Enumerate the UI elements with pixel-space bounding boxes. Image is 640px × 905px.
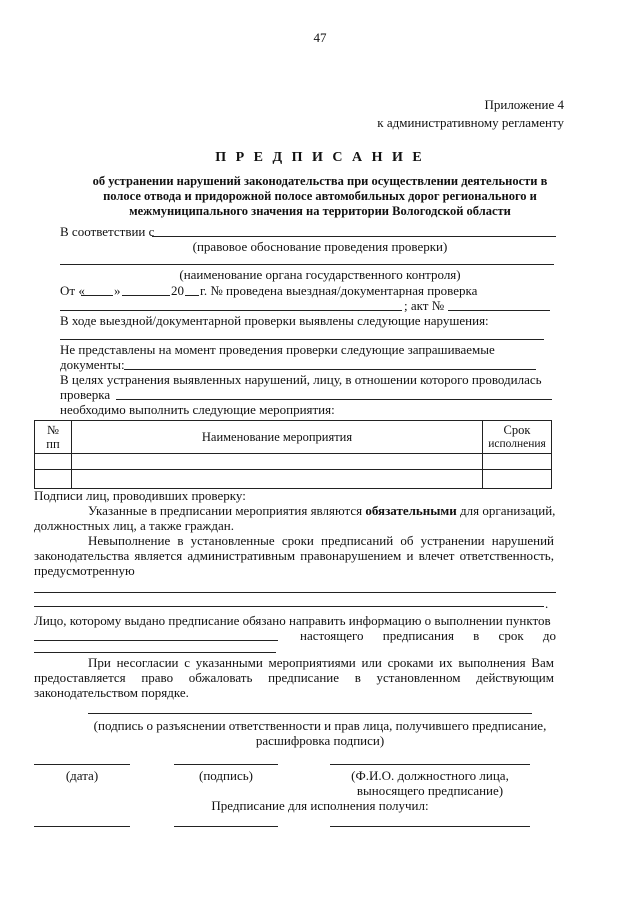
purpose-line-1: В целях устранения выявленных нарушений, лицу, в отношении которого проводилась [60,372,542,387]
page-number: 47 [313,30,327,45]
document-title: П Р Е Д П И С А Н И Е [215,150,425,165]
received-label: Предписание для исполнения получил: [211,798,429,813]
obligatory-text-end: для организаций, [456,503,556,518]
appeal-paragraph-line-3: законодательством порядке. [34,685,189,700]
control-body-line[interactable] [60,264,554,265]
date-month-line[interactable] [122,295,170,296]
measures-table [34,420,552,489]
date-year-line[interactable] [185,295,199,296]
table-cell[interactable] [35,454,72,470]
appendix-line-2: к административному регламенту [377,115,564,130]
obligatory-paragraph-line-1 [88,503,555,518]
inspected-person-line[interactable] [116,399,552,400]
signature-caption: (подпись) [199,768,253,783]
subtitle-line-1: об устранении нарушений законодательства при осуществлении деятельности в [92,174,548,188]
liability-line-period: . [545,596,549,611]
signatures-label: Подписи лиц, проводивших проверку: [34,488,246,503]
table-cell[interactable] [72,470,483,489]
control-body-caption: (наименование органа государственного контроля) [179,267,461,282]
received-name-line[interactable] [330,826,530,827]
subtitle-line-2: полосе отвода и придорожной полосе автомобильных дорог регионального и [103,189,537,203]
recipient-caption-line-1: (подпись о разъяснении ответственности и прав лица, получившего предписание, [93,718,547,733]
table-cell[interactable] [483,470,552,489]
col-number-label: № [47,423,59,437]
violations-label: В ходе выездной/документарной проверки выявлены следующие нарушения: [60,313,489,328]
report-paragraph-line-1: Лицо, которому выдано предписание обязано направить информацию о выполнении пунктов [34,613,551,628]
act-label: ; акт № [404,298,445,313]
legal-basis-caption: (правовое обоснование проведения проверки) [192,239,448,254]
date-caption: (дата) [65,768,99,783]
table-row[interactable] [35,470,552,489]
accordance-label: В соответствии с [60,224,155,239]
date-day-line[interactable] [81,295,113,296]
not-provided-line-1: Не представлены на момент проведения проверки следующие запрашиваемые [60,342,495,357]
table-cell[interactable] [483,454,552,470]
not-provided-line-2: документы: [60,357,125,372]
act-number-line[interactable] [448,310,550,311]
failure-paragraph-line-2: законодательства является административным правонарушением и влечет ответственность, [34,548,554,563]
necessary-label: необходимо выполнить следующие мероприятия: [60,402,335,417]
official-name-caption-2: выносящего предписание) [356,783,504,798]
official-name-line[interactable] [330,764,530,765]
violations-line[interactable] [60,339,544,340]
received-date-line[interactable] [34,826,130,827]
col-term-label: Срок [503,423,531,437]
date-suffix: г. № проведена выездная/документарная проверка [200,283,478,298]
liability-line-2[interactable] [34,606,544,607]
appeal-paragraph-line-2: предоставляется право обжаловать предписание в установленном действующим [34,670,554,685]
date-year: 20 [171,283,184,298]
received-signature-line[interactable] [174,826,278,827]
recipient-caption-line-2: расшифровка подписи) [255,733,385,748]
obligatory-paragraph-line-2: должностных лиц, а также граждан. [34,518,234,533]
obligatory-bold: обязательными [365,503,457,518]
table-row[interactable] [35,454,552,470]
report-items-line[interactable] [34,640,278,641]
date-prefix: От « [60,283,85,298]
subtitle-line-3: межмуниципального значения на территории Вологодской области [129,204,511,218]
report-paragraph-line-2: настоящего предписания в срок до [300,628,556,643]
failure-paragraph-line-1: Невыполнение в установленные сроки предписаний об устранении нарушений [88,533,554,548]
table-cell[interactable] [35,470,72,489]
col-number-label-2: пп [46,437,60,451]
date-line[interactable] [34,764,130,765]
appendix-line-1: Приложение 4 [484,97,564,112]
date-mid: » [114,283,121,298]
col-number-header [35,421,72,454]
signature-line[interactable] [174,764,278,765]
appeal-paragraph-line-1: При несогласии с указанными мероприятиями или сроками их выполнения Вам [88,655,554,670]
failure-paragraph-line-3: предусмотренную [34,563,135,578]
inspection-line[interactable] [60,310,402,311]
legal-basis-line[interactable] [152,236,556,237]
col-term-header [483,421,552,454]
col-term-label-2: исполнения [488,438,546,450]
purpose-line-2: проверка [60,387,111,402]
recipient-signature-line[interactable] [88,713,532,714]
official-name-caption-1: (Ф.И.О. должностного лица, [351,768,509,783]
documents-line[interactable] [124,369,536,370]
table-cell[interactable] [72,454,483,470]
col-name-header: Наименование мероприятия [72,421,483,454]
liability-line-1[interactable] [34,592,556,593]
obligatory-text: Указанные в предписании мероприятия являются [88,503,366,518]
table-header-row [35,421,552,454]
report-deadline-line[interactable] [34,652,276,653]
